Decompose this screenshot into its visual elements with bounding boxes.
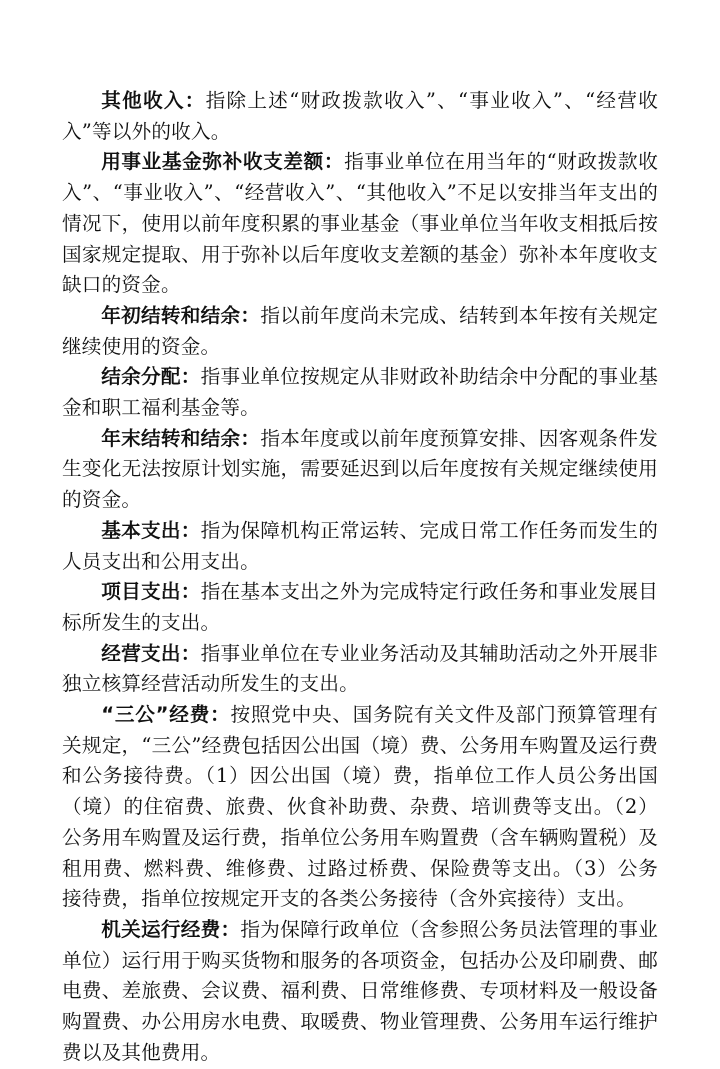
definition-text: 指为保障机构正常运转、完成日常工作任务而发生的人员支出和公用支出。: [62, 518, 658, 573]
definition-text: 按照党中央、国务院有关文件及部门预算管理有关规定，“三公”经费包括因公出国（境）费、公务用车购置及运行费和公务接待费。（1）因公出国（境）费，指单位工作人员公务出国（境）的住宿费、旅费、伙食补助费、杂费、培训费等支出。（2）公务用车购置及运行费，指单位公务用车购置费（含车辆购置税）及租用费、燃料费、维修费、过路过桥费、保险费等支出。（3）公务接待费，指单位按规定开支的各类公务接待（含外宾接待）支出。: [62, 703, 659, 911]
definition-agency-operating-funds: [62, 915, 658, 1069]
definition-three-public-expenses: [62, 700, 658, 915]
definition-text: 指以前年度尚未完成、结转到本年按有关规定继续使用的资金。: [62, 303, 659, 358]
definition-text: 指除上述“财政拨款收入”、“事业收入”、“经营收入”等以外的收入。: [62, 89, 659, 143]
definition-text: 指事业单位按规定从非财政补助结余中分配的事业基金和职工福利基金等。: [62, 365, 658, 420]
definition-opening-balance: [62, 301, 658, 362]
document-page: [62, 86, 658, 1069]
definition-surplus-distribution: [62, 362, 658, 423]
definition-text: 指事业单位在专业业务活动及其辅助活动之外开展非独立核算经营活动所发生的支出。: [62, 641, 658, 696]
term-other-income: 其他收入：: [101, 89, 206, 112]
definition-other-income: [62, 86, 658, 147]
definition-operating-expenditure: [62, 639, 658, 700]
definition-basic-expenditure: [62, 516, 658, 577]
definition-closing-balance: [62, 424, 658, 516]
term-agency-operating-funds: 机关运行经费：: [101, 917, 241, 941]
term-three-public-expenses: “三公”经费：: [101, 703, 231, 727]
definition-text: 指事业单位在用当年的“财政拨款收入”、“事业收入”、“经营收入”、“其他收入”不足以安排当年支出的情况下，使用以前年度积累的事业基金（事业单位当年收支相抵后按国家规定提取、用于弥补以后年度收支差额的基金）弥补本年度收支缺口的资金。: [62, 150, 659, 297]
term-project-expenditure: 项目支出：: [101, 580, 201, 604]
definition-project-expenditure: [62, 577, 658, 638]
definition-text: 指在基本支出之外为完成特定行政任务和事业发展目标所发生的支出。: [62, 580, 658, 634]
definition-fund-offset: [62, 147, 658, 301]
term-operating-expenditure: 经营支出：: [101, 641, 201, 665]
term-closing-balance: 年末结转和结余：: [101, 426, 261, 450]
term-opening-balance: 年初结转和结余：: [101, 303, 261, 327]
definition-text: 指为保障行政单位（含参照公务员法管理的事业单位）运行用于购买货物和服务的各项资金，包括办公及印刷费、邮电费、差旅费、会议费、福利费、日常维修费、专项材料及一般设备购置费、办公用房水电费、取暖费、物业管理费、公务用车运行维护费以及其他费用。: [62, 917, 658, 1064]
definition-text: 指本年度或以前年度预算安排、因客观条件发生变化无法按原计划实施，需要延迟到以后年度按有关规定继续使用的资金。: [62, 426, 659, 512]
term-basic-expenditure: 基本支出：: [101, 518, 201, 542]
term-fund-offset: 用事业基金弥补收支差额：: [101, 150, 345, 174]
term-surplus-distribution: 结余分配：: [101, 365, 201, 389]
